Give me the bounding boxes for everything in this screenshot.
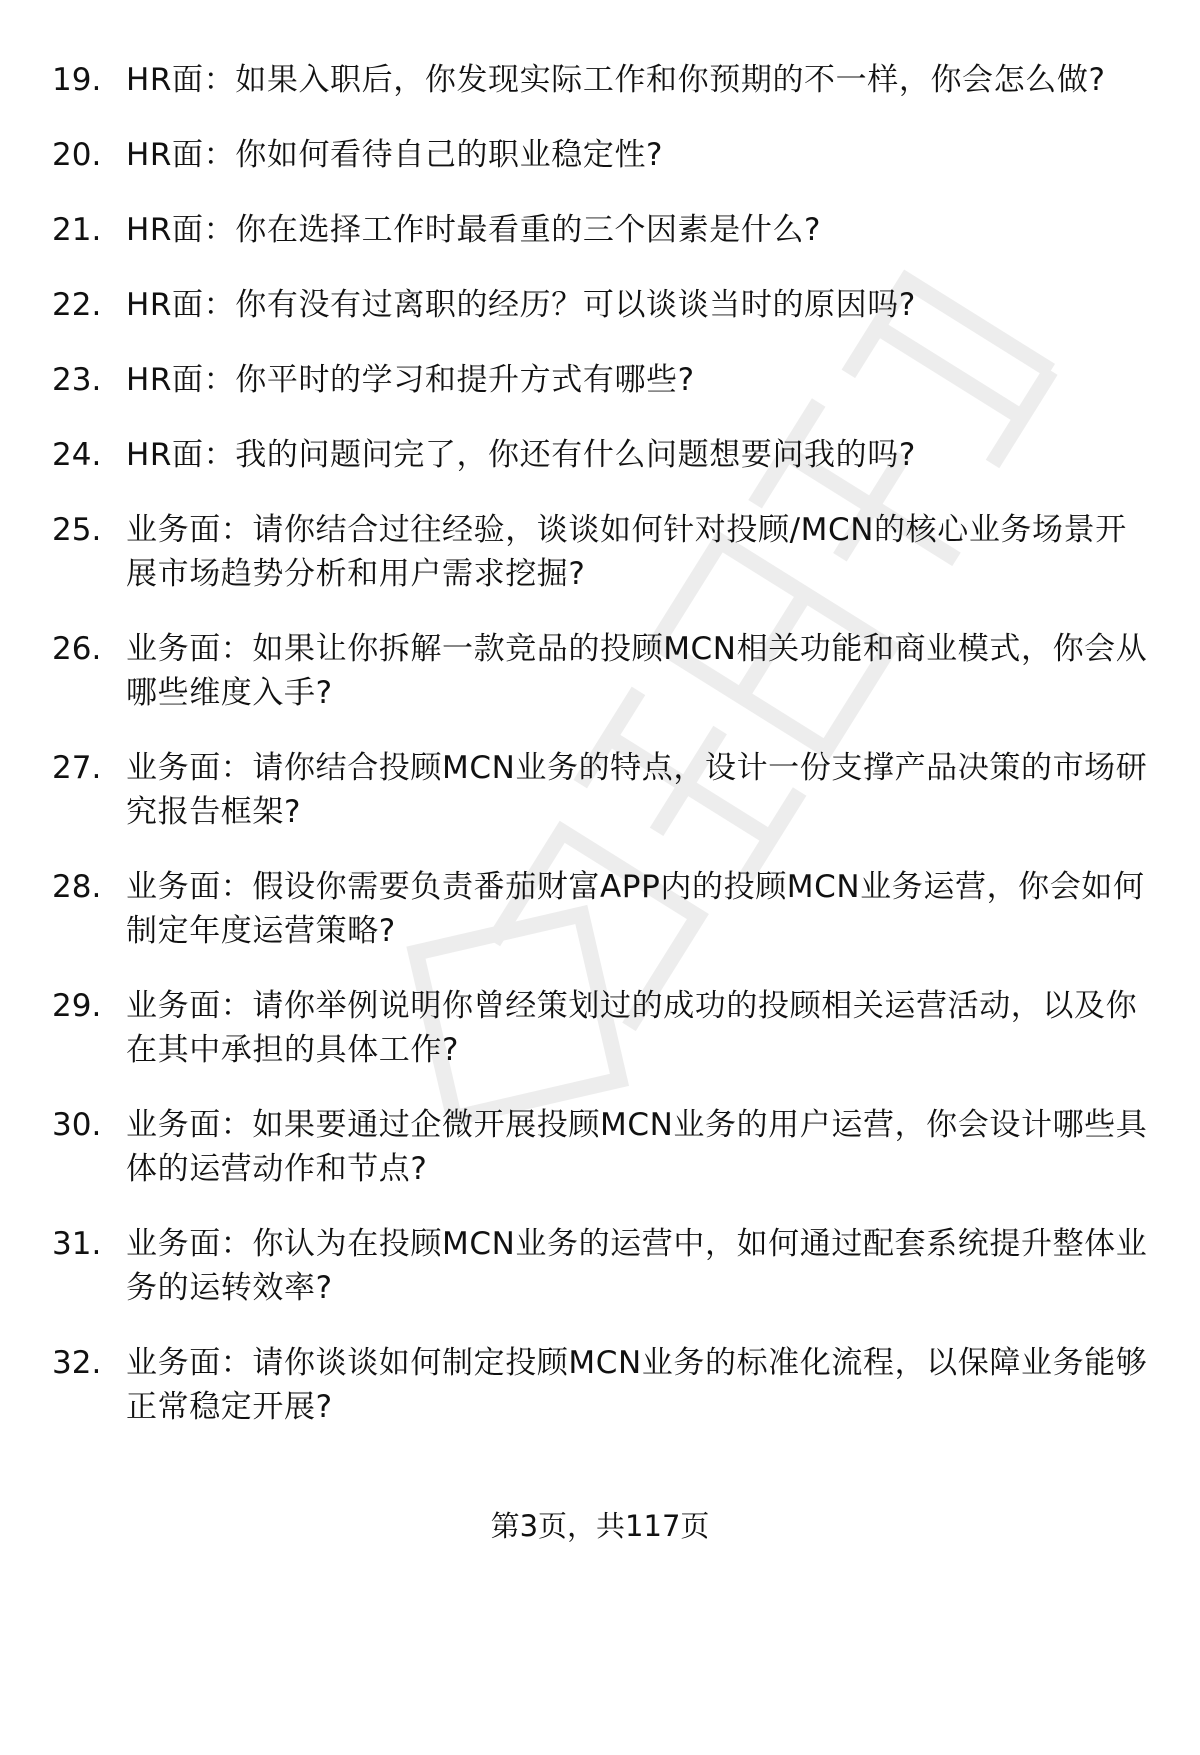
question-item-24: [0, 433, 1200, 477]
question-list: [0, 58, 1200, 1460]
question-item-32: [0, 1341, 1200, 1429]
question-text: 业务面：你认为在投顾MCN业务的运营中，如何通过配套系统提升整体业务的运转效率?: [126, 1226, 1148, 1306]
question-item-22: [0, 283, 1200, 327]
question-text: HR面：你有没有过离职的经历？可以谈谈当时的原因吗?: [126, 287, 916, 323]
question-number: 32.: [52, 1345, 102, 1381]
question-item-26: [0, 627, 1200, 715]
question-number: 29.: [52, 988, 102, 1024]
question-item-31: [0, 1222, 1200, 1310]
question-text: HR面：我的问题问完了，你还有什么问题想要问我的吗?: [126, 437, 916, 473]
question-number: 24.: [52, 437, 102, 473]
question-text: HR面：如果入职后，你发现实际工作和你预期的不一样，你会怎么做?: [126, 62, 1106, 98]
question-item-23: [0, 358, 1200, 402]
question-text: 业务面：请你举例说明你曾经策划过的成功的投顾相关运营活动，以及你在其中承担的具体工作?: [126, 988, 1138, 1068]
question-item-25: [0, 508, 1200, 596]
question-item-30: [0, 1103, 1200, 1191]
page-number-label: 第3页，共117页: [490, 1509, 710, 1543]
question-number: 19.: [52, 62, 102, 98]
question-number: 25.: [52, 512, 102, 548]
question-text: 业务面：如果要通过企微开展投顾MCN业务的用户运营，你会设计哪些具体的运营动作和节点?: [126, 1107, 1148, 1187]
question-number: 30.: [52, 1107, 102, 1143]
page-footer: [0, 1506, 1200, 1546]
question-text: 业务面：请你谈谈如何制定投顾MCN业务的标准化流程，以保障业务能够正常稳定开展?: [126, 1345, 1148, 1425]
question-item-21: [0, 208, 1200, 252]
question-item-28: [0, 865, 1200, 953]
question-item-27: [0, 746, 1200, 834]
question-item-29: [0, 984, 1200, 1072]
question-number: 27.: [52, 750, 102, 786]
question-text: 业务面：请你结合过往经验，谈谈如何针对投顾/MCN的核心业务场景开展市场趋势分析和用户需求挖掘?: [126, 512, 1127, 592]
question-text: 业务面：假设你需要负责番茄财富APP内的投顾MCN业务运营，你会如何制定年度运营策略?: [126, 869, 1145, 949]
question-text: HR面：你在选择工作时最看重的三个因素是什么?: [126, 212, 822, 248]
question-text: HR面：你如何看待自己的职业稳定性?: [126, 137, 664, 173]
question-number: 20.: [52, 137, 102, 173]
question-text: HR面：你平时的学习和提升方式有哪些?: [126, 362, 695, 398]
question-text: 业务面：如果让你拆解一款竞品的投顾MCN相关功能和商业模式，你会从哪些维度入手?: [126, 631, 1148, 711]
question-number: 31.: [52, 1226, 102, 1262]
question-number: 23.: [52, 362, 102, 398]
question-number: 28.: [52, 869, 102, 905]
question-number: 22.: [52, 287, 102, 323]
question-item-20: [0, 133, 1200, 177]
question-number: 21.: [52, 212, 102, 248]
question-item-19: [0, 58, 1200, 102]
question-text: 业务面：请你结合投顾MCN业务的特点，设计一份支撑产品决策的市场研究报告框架?: [126, 750, 1148, 830]
question-number: 26.: [52, 631, 102, 667]
